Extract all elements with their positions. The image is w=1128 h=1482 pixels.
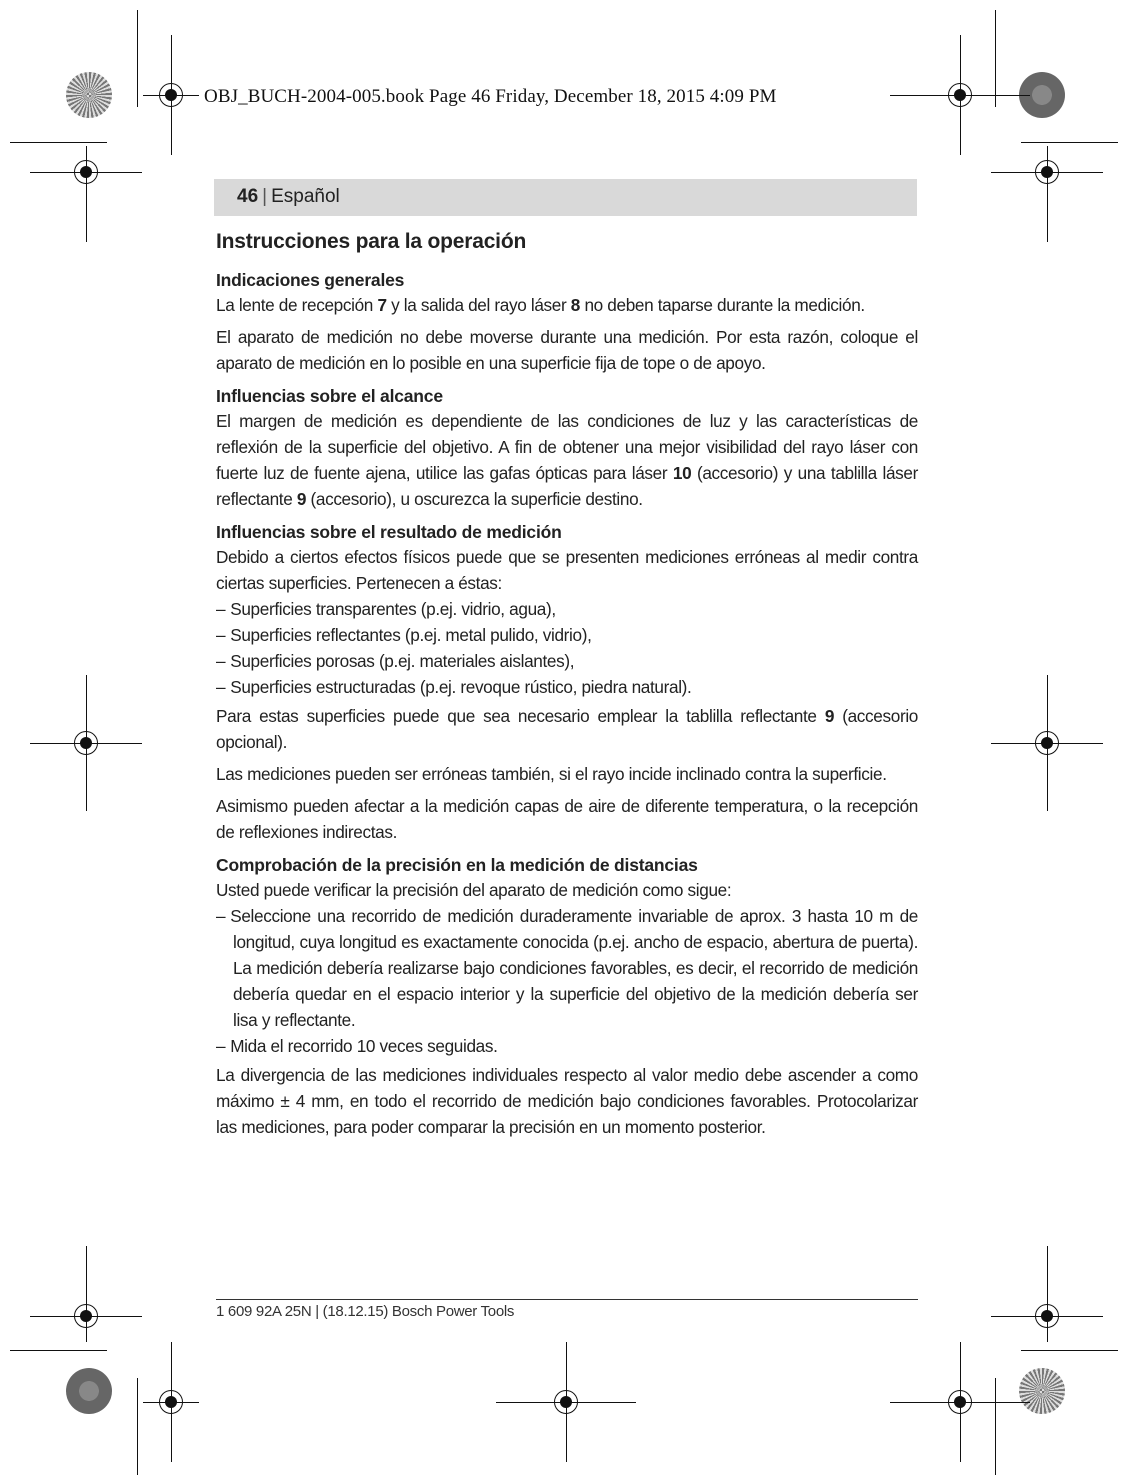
page-footer: 1 609 92A 25N | (18.12.15) Bosch Power Tools [216,1303,515,1320]
page-number: 46 [237,186,259,207]
list-item: – Superficies porosas (p.ej. materiales aislantes), [216,651,575,671]
crop-mark-line [137,1378,138,1475]
paragraph: El margen de medición es dependiente de las condiciones de luz y las características de reflexión de la superficie del objetivo. A fin de obtener una mejor visibilidad del rayo láser con fuerte luz de fuente ajena, utilice las gafas ópticas para láser 10 (accesorio) y una tablilla láser reflectante 9 (accesorio), u oscurezca la superficie destino. [216,411,918,509]
header-separator: | [262,186,268,207]
list-item: – Superficies reflectantes (p.ej. metal pulido, vidrio), [216,625,592,645]
procedure-list [216,903,918,1059]
subsection-heading: Indicaciones generales [216,270,405,290]
paragraph: Para estas superficies puede que sea necesario emplear la tablilla reflectante 9 (accesorio opcional). [216,706,919,752]
crop-mark-line [137,10,138,107]
color-target-icon [66,1368,112,1414]
paragraph: La lente de recepción 7 y la salida del rayo láser 8 no deben taparse durante la medición. [216,295,865,315]
crop-mark-line [995,10,996,107]
subsection-heading: Influencias sobre el alcance [216,386,443,406]
footer-rule [216,1299,918,1300]
list-item: – Superficies transparentes (p.ej. vidrio, agua), [216,599,556,619]
list-item: – Superficies estructuradas (p.ej. revoque rústico, piedra natural). [216,677,692,697]
paragraph: Debido a ciertos efectos físicos puede que se presenten mediciones erróneas al medir contra ciertas superficies. Pertenecen a éstas: [216,547,918,593]
section-title: Instrucciones para la operación [216,230,527,253]
subsection-heading: Influencias sobre el resultado de medición [216,522,562,542]
crop-mark-line [10,142,107,143]
paragraph: Asimismo pueden afectar a la medición capas de aire de diferente temperatura, o la recepción de reflexiones indirectas. [216,796,918,842]
page-header-band [214,179,917,216]
color-target-icon [1019,1368,1065,1414]
list-item: – Seleccione una recorrido de medición duraderamente invariable de aprox. 3 hasta 10 m de longitud, cuya longitud es exactamente conocida (p.ej. ancho de espacio, abertura de puerta). La medición debería realizarse bajo condiciones favorables, es decir, el recorrido de medición debería quedar en el espacio interior y la superficie del objetivo de la medición debería ser lisa y reflectante. [216,906,918,1030]
crop-mark-line [1021,142,1118,143]
page-body [216,226,918,1146]
subsection-heading: Comprobación de la precisión en la medición de distancias [216,855,698,875]
paragraph: El aparato de medición no debe moverse durante una medición. Por esta razón, coloque el aparato de medición en lo posible en una superficie fija de tope o de apoyo. [216,327,918,373]
paragraph: Las mediciones pueden ser erróneas también, si el rayo incide inclinado contra la superficie. [216,764,887,784]
color-target-icon [66,72,112,118]
page-language: Español [271,186,340,207]
print-slug-header: OBJ_BUCH-2004-005.book Page 46 Friday, December 18, 2015 4:09 PM [204,86,777,107]
paragraph: La divergencia de las mediciones individuales respecto al valor medio debe ascender a como máximo ± 4 mm, en todo el recorrido de medición bajo condiciones favorables. Protocolarizar las mediciones, para poder comparar la precisión en un momento posterior. [216,1065,918,1137]
crop-mark-line [995,1378,996,1475]
crop-mark-line [10,1350,107,1351]
paragraph: Usted puede verificar la precisión del aparato de medición como sigue: [216,880,732,900]
list-item: – Mida el recorrido 10 veces seguidas. [216,1036,498,1056]
crop-mark-line [1021,1350,1118,1351]
surface-list [216,596,918,700]
